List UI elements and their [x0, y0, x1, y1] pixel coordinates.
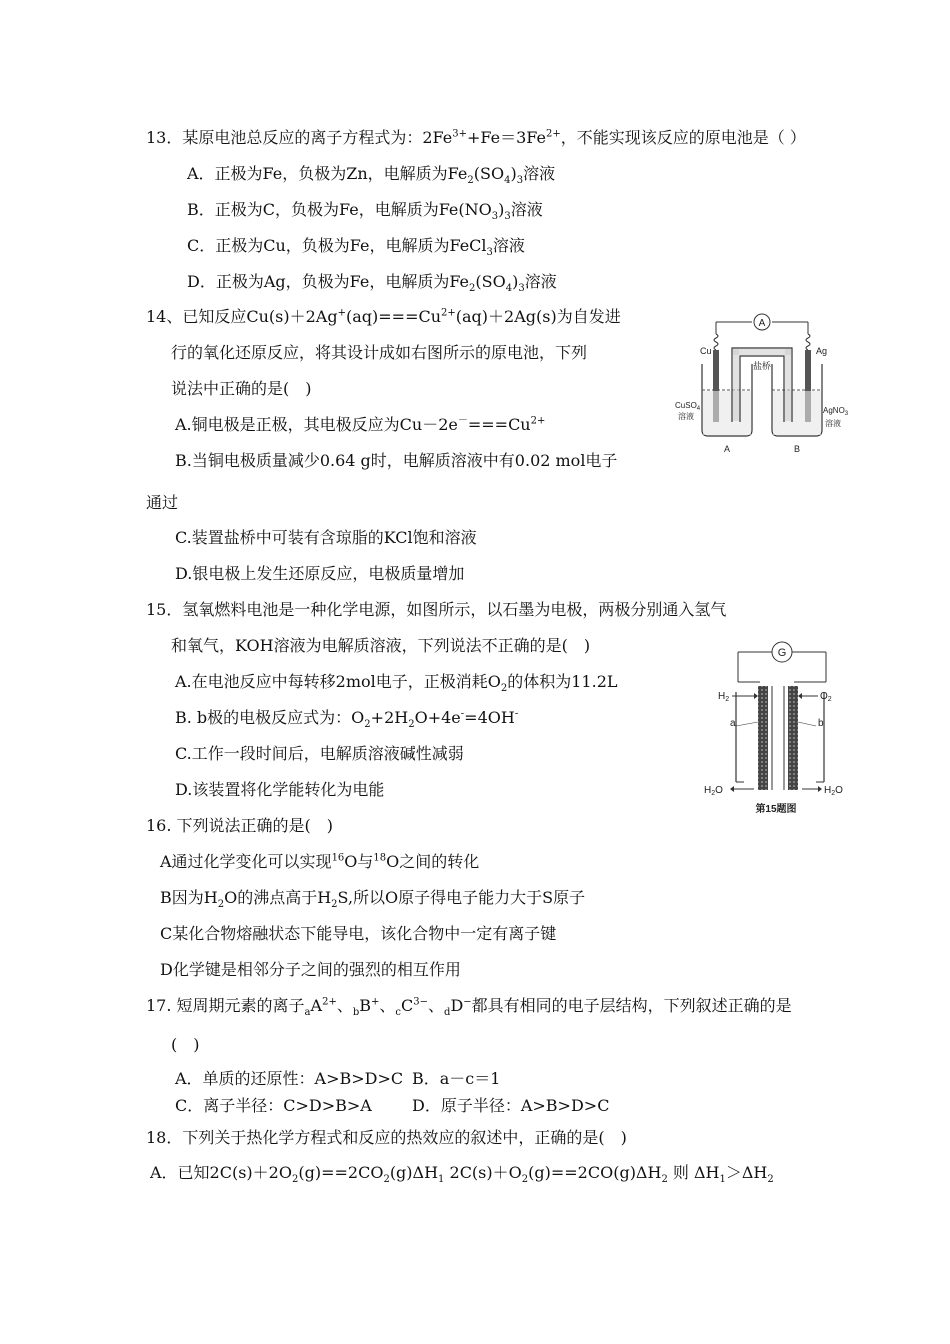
figure-caption: 第15题图 — [755, 804, 797, 815]
q14-option-c[interactable]: C.装置盐桥中可装有含琼脂的KCl饱和溶液 — [175, 528, 477, 547]
q16-stem: 16. 下列说法正确的是( ) — [146, 816, 334, 835]
q13-option-a[interactable]: A．正极为Fe，负极为Zn，电解质为$Fe_2(SO_4)_3$溶液 — [187, 164, 556, 187]
q14-galvanic-cell-diagram — [672, 312, 858, 460]
q16-option-d[interactable]: D化学键是相邻分子之间的强烈的相互作用 — [160, 960, 461, 979]
beaker-a-label: A — [723, 444, 731, 454]
q15-option-d[interactable]: D.该装置将化学能转化为电能 — [175, 780, 385, 799]
q18-option-a[interactable]: A．已知$2C(s)+2O_2(g)==2CO_2(g)\Delta H_1$ $2C(s)+O_2(g)==2CO(g)\Delta H_2$ 则 $\Delta H_1>\Delta H_2$ — [150, 1163, 774, 1186]
q14-option-a[interactable]: A.铜电极是正极，其电极反应为$Cu-2e^-===Cu^{2+}$ — [175, 415, 546, 434]
q16-option-c[interactable]: C某化合物熔融状态下能导电，该化合物中一定有离子键 — [160, 924, 557, 943]
electrode-b — [788, 686, 798, 790]
q15-option-a[interactable]: A.在电池反应中每转移2mol电子，正极消耗$O_2$的体积为11.2L — [175, 672, 618, 695]
agno3-label: AgNO$_3$ — [823, 406, 849, 417]
q17-stem: 17. 短周期元素的离子$_aA^{2+}$、$_b$B+、$_cC^{3-}$、$_d$D−都具有相同的电子层结构，下列叙述正确的是 — [146, 996, 792, 1019]
beaker-b-label: B — [793, 444, 801, 454]
q14-stem-line1: 14、已知反应$Cu(s)+2Ag^+(aq)===Cu^{2+}(aq)+2Ag(s)$为自发进 — [146, 307, 621, 326]
agno3-solution-label: 溶液 — [825, 419, 841, 428]
ammeter-label: A — [758, 318, 766, 329]
q16-option-a[interactable]: A通过化学变化可以实现$^{16}$O与$^{18}$O之间的转化 — [160, 852, 480, 871]
q17-answer-paren: ( ) — [171, 1035, 200, 1054]
q15-option-b[interactable]: B. b极的电极反应式为：$O_2+2H_2O+4e^-=4OH^-$ — [175, 708, 519, 731]
h2o-left-label: $H_2O$ — [704, 785, 723, 797]
cuso4-label: CuSO$_4$ — [675, 401, 701, 412]
electrode-a-label: a — [730, 718, 736, 729]
cuso4-solution-label: 溶液 — [678, 412, 694, 421]
q14-stem-line3: 说法中正确的是( ) — [171, 379, 312, 398]
ammeter-icon — [754, 314, 770, 330]
q14-option-d[interactable]: D.银电极上发生还原反应，电极质量增加 — [175, 564, 465, 583]
q15-fuel-cell-diagram — [700, 636, 850, 818]
galvanometer-icon — [772, 642, 792, 662]
salt-bridge-label: 盐桥 — [752, 361, 772, 371]
q13-option-b[interactable]: B．正极为C，负极为Fe，电解质为$Fe(NO_3)_3$溶液 — [187, 200, 543, 223]
q17-option-b[interactable]: B．a－c＝1 — [412, 1069, 501, 1088]
q16-option-b[interactable]: B因为$H_2O$的沸点高于$H_2S$,所以O原子得电子能力大于S原子 — [160, 888, 586, 911]
q15-stem-line2: 和氧气，KOH溶液为电解质溶液，下列说法不正确的是( ) — [171, 636, 591, 655]
q14-stem-line2: 行的氧化还原反应，将其设计成如右图所示的原电池，下列 — [171, 343, 588, 362]
q15-stem-line1: 15．氢氧燃料电池是一种化学电源，如图所示，以石墨为电极，两极分别通入氢气 — [146, 600, 727, 619]
electrode-b-label: b — [818, 718, 824, 729]
o2-inlet-label: $O_2$ — [820, 691, 832, 703]
q17-option-c[interactable]: C．离子半径：C>D>B>A — [175, 1096, 372, 1115]
cu-label: Cu — [700, 346, 712, 356]
q17-option-a[interactable]: A．单质的还原性：A>B>D>C — [175, 1069, 404, 1088]
q13-option-c[interactable]: C．正极为Cu，负极为Fe，电解质为FeCl$_3$溶液 — [187, 236, 525, 259]
ag-label: Ag — [816, 346, 828, 356]
q17-option-d[interactable]: D．原子半径：A>B>D>C — [412, 1096, 610, 1115]
galvanometer-label: G — [777, 647, 787, 659]
q18-stem: 18．下列关于热化学方程式和反应的热效应的叙述中，正确的是( ) — [146, 1128, 627, 1147]
q14-option-b[interactable]: B.当铜电极质量减少0.64 g时，电解质溶液中有0.02 mol电子 — [175, 451, 618, 470]
q14-option-b-continued: 通过 — [146, 493, 179, 512]
q15-option-c[interactable]: C.工作一段时间后，电解质溶液碱性减弱 — [175, 744, 464, 763]
h2o-right-label: $H_2O$ — [824, 785, 843, 797]
q13-stem: 13．某原电池总反应的离子方程式为：$2Fe^{3+}+Fe=3Fe^{2+}$，不能实现该反应的原电池是（ ） — [146, 128, 806, 147]
q13-option-d[interactable]: D．正极为Ag，负极为Fe，电解质为$Fe_2(SO_4)_3$溶液 — [187, 272, 557, 295]
h2-inlet-label: $H_2$ — [718, 691, 730, 703]
electrode-a — [758, 686, 768, 790]
